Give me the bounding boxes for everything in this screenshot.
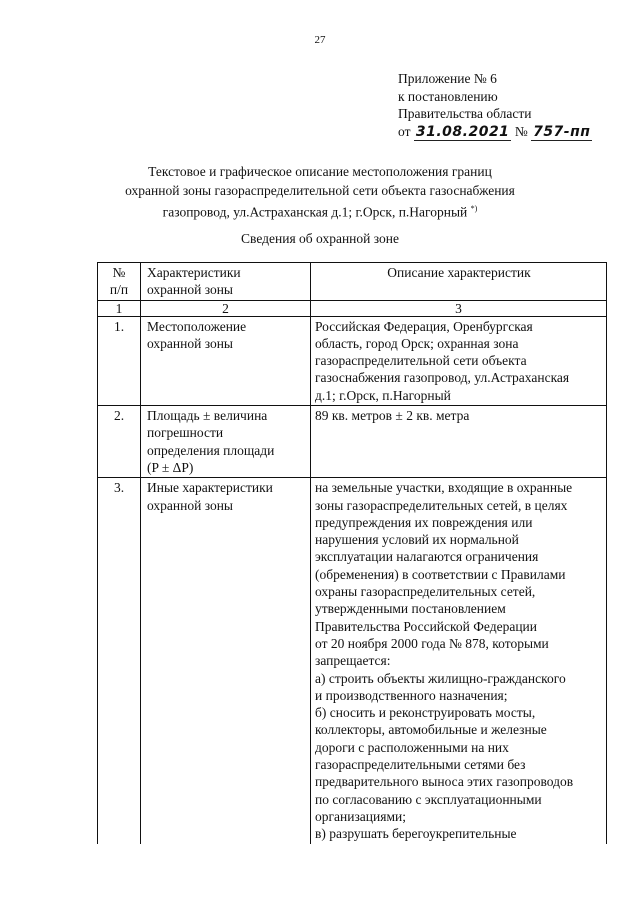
cell-line: от 20 ноября 2000 года № 878, которыми xyxy=(315,635,549,651)
header-text: Описание характеристик xyxy=(387,265,531,280)
row-characteristic xyxy=(141,406,311,478)
row-number: 1. xyxy=(98,316,141,405)
row-description xyxy=(311,478,607,844)
column-number-row xyxy=(98,300,607,316)
from-label: от xyxy=(398,123,411,139)
cell-line: б) сносить и реконструировать мосты, xyxy=(315,705,536,721)
table-row xyxy=(98,316,607,405)
cell-line: зоны газораспределительных сетей, в целях xyxy=(315,497,568,513)
appendix-date-line xyxy=(398,123,592,142)
cell-line: эксплуатации налагаются ограничения xyxy=(315,549,539,565)
column-number-cell: 3 xyxy=(311,300,607,316)
cell-line: дороги с расположенными на них xyxy=(315,739,509,755)
cell-line: организациями; xyxy=(315,808,406,824)
cell-line: Иные характеристики xyxy=(147,480,273,496)
cell-line: (P ± ΔP) xyxy=(147,459,194,475)
cell-line: Правительства Российской Федерации xyxy=(315,618,537,634)
cell-line: (обременения) в соответствии с Правилами xyxy=(315,566,566,582)
cell-line: утвержденными постановлением xyxy=(315,601,506,617)
row-description xyxy=(311,406,607,478)
handwritten-date: 31.08.2021 xyxy=(415,123,510,140)
cell-line: Российская Федерация, Оренбургская xyxy=(315,318,533,334)
cell-line: Местоположение xyxy=(147,318,247,334)
cell-line: нарушения условий их нормальной xyxy=(315,532,519,548)
column-number-cell: 2 xyxy=(141,300,311,316)
row-characteristic xyxy=(141,478,311,844)
title-line: охранной зоны газораспределительной сети объекта газоснабжения xyxy=(125,182,515,198)
row-description xyxy=(311,316,607,405)
zone-info-table xyxy=(97,262,607,844)
cell-line: 89 кв. метров ± 2 кв. метра xyxy=(315,408,470,424)
cell-line: Площадь ± величина xyxy=(147,408,268,424)
header-text: № xyxy=(112,265,126,280)
row-number: 2. xyxy=(98,406,141,478)
cell-line: по согласованию с эксплуатационными xyxy=(315,791,542,807)
header-cell-characteristic xyxy=(141,263,311,301)
header-cell-description xyxy=(311,263,607,301)
cell-line: область, город Орск; охранная зона xyxy=(315,335,519,351)
page-number: 27 xyxy=(314,34,326,46)
appendix-block xyxy=(398,70,592,141)
header-text: Характеристики xyxy=(147,265,241,280)
section-subtitle: Сведения об охранной зоне xyxy=(241,231,399,246)
title-line-text: газопровод, ул.Астраханская д.1; г.Орск, п.Нагорный xyxy=(162,204,468,220)
cell-line: газораспределительными сетями без xyxy=(315,757,526,773)
header-text: п/п xyxy=(109,282,129,298)
cell-line: предупреждения их повреждения или xyxy=(315,514,533,530)
document-title xyxy=(0,163,640,222)
cell-line: определения площади xyxy=(147,442,275,458)
table-header-row xyxy=(98,263,607,301)
footnote-mark: *) xyxy=(470,204,478,213)
table-row xyxy=(98,406,607,478)
cell-line: охранной зоны xyxy=(147,335,234,351)
cell-line: запрещается: xyxy=(315,653,391,669)
handwritten-number: 757-пп xyxy=(533,123,591,140)
cell-line: д.1; г.Орск, п.Нагорный xyxy=(315,387,451,403)
cell-line: а) строить объекты жилищно-гражданского xyxy=(315,670,566,686)
cell-line: охранной зоны xyxy=(147,497,234,513)
cell-line: газораспределительной сети объекта xyxy=(315,353,527,369)
cell-line: на земельные участки, входящие в охранные xyxy=(315,480,573,496)
row-characteristic xyxy=(141,316,311,405)
cell-line: в) разрушать берегоукрепительные xyxy=(315,826,517,842)
cell-line: погрешности xyxy=(147,425,224,441)
cell-line: и производственного назначения; xyxy=(315,687,508,703)
appendix-line: к постановлению xyxy=(398,88,498,104)
appendix-line: Правительства области xyxy=(398,106,532,121)
title-line: Текстовое и графическое описание местоположения границ xyxy=(148,164,492,179)
header-cell-number xyxy=(98,263,141,301)
header-text: охранной зоны xyxy=(147,282,234,298)
row-number: 3. xyxy=(98,478,141,844)
cell-line: предварительного выноса этих газопроводов xyxy=(315,774,574,790)
table-row xyxy=(98,478,607,844)
cell-line: охраны газораспределительных сетей, xyxy=(315,584,536,600)
cell-line: коллекторы, автомобильные и железные xyxy=(315,722,547,738)
appendix-line: Приложение № 6 xyxy=(398,71,497,86)
cell-line: газоснабжения газопровод, ул.Астраханская xyxy=(315,370,570,386)
number-label: № xyxy=(514,123,528,139)
title-line xyxy=(0,200,640,222)
column-number-cell: 1 xyxy=(98,300,141,316)
